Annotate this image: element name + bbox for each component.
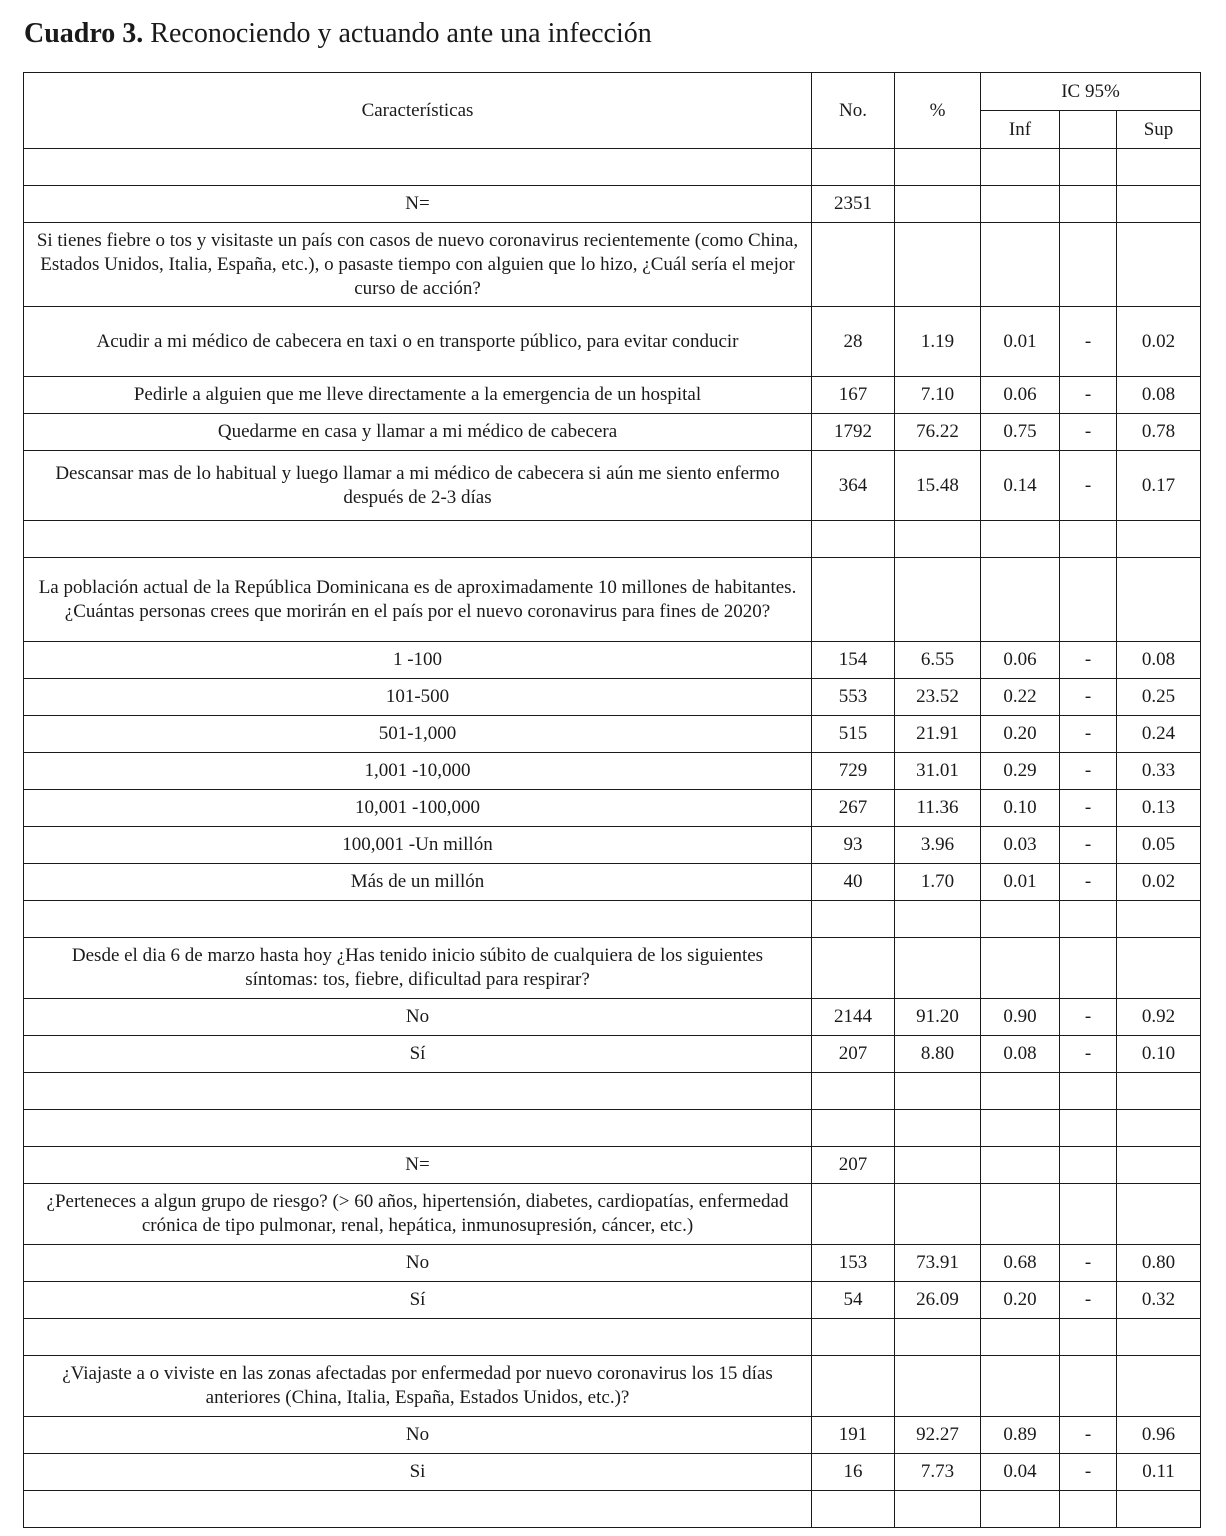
cell-pct: 7.73 — [895, 1454, 981, 1491]
cell-dash — [1060, 1110, 1117, 1147]
cell-dash — [1060, 938, 1117, 999]
cell-dash: - — [1060, 864, 1117, 901]
cell-inf — [981, 521, 1060, 558]
cell-label: No — [24, 1417, 812, 1454]
cell-sup: 0.08 — [1117, 377, 1201, 414]
cell-sup: 0.25 — [1117, 679, 1201, 716]
cell-sup — [1117, 558, 1201, 642]
table-row — [24, 938, 1201, 999]
table-row — [24, 521, 1201, 558]
cell-label: N= — [24, 1147, 812, 1184]
cell-pct: 7.10 — [895, 377, 981, 414]
cell-pct — [895, 186, 981, 223]
cell-no: 54 — [812, 1282, 895, 1319]
cell-pct: 23.52 — [895, 679, 981, 716]
cell-pct: 73.91 — [895, 1245, 981, 1282]
cell-sup: 0.78 — [1117, 414, 1201, 451]
cell-dash — [1060, 521, 1117, 558]
header-inf: Inf — [981, 111, 1060, 149]
cell-no — [812, 149, 895, 186]
cell-inf: 0.29 — [981, 753, 1060, 790]
cell-pct — [895, 521, 981, 558]
cell-label: ¿Viajaste a o viviste en las zonas afectadas por enfermedad por nuevo coronavirus los 15 días anteriores (China, Italia, España, Estados Unidos, etc.)? — [24, 1356, 812, 1417]
cell-dash: - — [1060, 716, 1117, 753]
cell-no — [812, 558, 895, 642]
cell-inf: 0.14 — [981, 451, 1060, 521]
header-no: No. — [812, 73, 895, 149]
cell-sup — [1117, 1110, 1201, 1147]
cell-label: No — [24, 1245, 812, 1282]
cell-inf — [981, 1319, 1060, 1356]
cell-label: ¿Perteneces a algun grupo de riesgo? (> 60 años, hipertensión, diabetes, cardiopatías, enfermedad crónica de tipo pulmonar, renal, hepática, inmunosupresión, cáncer, etc.) — [24, 1184, 812, 1245]
cell-no: 267 — [812, 790, 895, 827]
cell-inf — [981, 1491, 1060, 1528]
cell-sup — [1117, 1356, 1201, 1417]
cell-no — [812, 1184, 895, 1245]
cell-sup — [1117, 1491, 1201, 1528]
cell-dash — [1060, 1319, 1117, 1356]
cell-dash: - — [1060, 999, 1117, 1036]
cell-label: Sí — [24, 1036, 812, 1073]
cell-label: Desde el dia 6 de marzo hasta hoy ¿Has tenido inicio súbito de cualquiera de los siguientes síntomas: tos, fiebre, dificultad para respirar? — [24, 938, 812, 999]
cell-label: 1 -100 — [24, 642, 812, 679]
table-row — [24, 753, 1201, 790]
table-title-number: Cuadro 3. — [24, 18, 144, 49]
cell-dash: - — [1060, 679, 1117, 716]
table-row — [24, 901, 1201, 938]
cell-dash — [1060, 901, 1117, 938]
cell-label: 1,001 -10,000 — [24, 753, 812, 790]
cell-inf: 0.20 — [981, 1282, 1060, 1319]
cell-inf — [981, 558, 1060, 642]
cell-pct: 11.36 — [895, 790, 981, 827]
cell-sup: 0.02 — [1117, 307, 1201, 377]
cell-sup — [1117, 223, 1201, 307]
table-row — [24, 1073, 1201, 1110]
cell-label — [24, 1110, 812, 1147]
cell-pct — [895, 558, 981, 642]
cell-pct — [895, 901, 981, 938]
cell-sup: 0.17 — [1117, 451, 1201, 521]
cell-no: 515 — [812, 716, 895, 753]
cell-label: La población actual de la República Dominicana es de aproximadamente 10 millones de habitantes. ¿Cuántas personas crees que morirán en el país por el nuevo coronavirus para fines de 2020? — [24, 558, 812, 642]
table-row — [24, 827, 1201, 864]
data-table — [23, 72, 1201, 1528]
cell-pct — [895, 1110, 981, 1147]
cell-no — [812, 938, 895, 999]
cell-no: 16 — [812, 1454, 895, 1491]
cell-dash: - — [1060, 1245, 1117, 1282]
cell-inf: 0.75 — [981, 414, 1060, 451]
cell-pct: 91.20 — [895, 999, 981, 1036]
cell-pct: 92.27 — [895, 1417, 981, 1454]
cell-no: 40 — [812, 864, 895, 901]
cell-label: 501-1,000 — [24, 716, 812, 753]
cell-pct: 21.91 — [895, 716, 981, 753]
cell-label: No — [24, 999, 812, 1036]
cell-no: 191 — [812, 1417, 895, 1454]
cell-pct — [895, 149, 981, 186]
table-row — [24, 1110, 1201, 1147]
cell-inf — [981, 186, 1060, 223]
cell-pct: 26.09 — [895, 1282, 981, 1319]
cell-no: 2351 — [812, 186, 895, 223]
cell-dash: - — [1060, 1454, 1117, 1491]
header-caracteristicas: Características — [24, 73, 812, 149]
cell-label — [24, 901, 812, 938]
cell-sup — [1117, 1184, 1201, 1245]
cell-no: 364 — [812, 451, 895, 521]
cell-pct — [895, 1184, 981, 1245]
cell-inf: 0.68 — [981, 1245, 1060, 1282]
cell-dash — [1060, 223, 1117, 307]
cell-pct: 31.01 — [895, 753, 981, 790]
table-row — [24, 1356, 1201, 1417]
table-title — [24, 14, 1204, 54]
table-row — [24, 414, 1201, 451]
cell-sup: 0.13 — [1117, 790, 1201, 827]
cell-sup: 0.10 — [1117, 1036, 1201, 1073]
header-ic: IC 95% — [981, 73, 1201, 111]
table-row — [24, 1491, 1201, 1528]
cell-sup: 0.80 — [1117, 1245, 1201, 1282]
cell-sup: 0.08 — [1117, 642, 1201, 679]
cell-inf: 0.22 — [981, 679, 1060, 716]
cell-pct: 76.22 — [895, 414, 981, 451]
cell-pct — [895, 1319, 981, 1356]
cell-sup — [1117, 1147, 1201, 1184]
cell-sup — [1117, 938, 1201, 999]
cell-sup — [1117, 149, 1201, 186]
table-row — [24, 377, 1201, 414]
table-row — [24, 1184, 1201, 1245]
cell-label: Si — [24, 1454, 812, 1491]
cell-dash: - — [1060, 753, 1117, 790]
table-row — [24, 451, 1201, 521]
cell-pct — [895, 1491, 981, 1528]
cell-sup — [1117, 901, 1201, 938]
cell-dash — [1060, 558, 1117, 642]
cell-inf — [981, 1147, 1060, 1184]
cell-inf — [981, 1184, 1060, 1245]
cell-pct: 15.48 — [895, 451, 981, 521]
cell-sup — [1117, 1073, 1201, 1110]
table-row — [24, 1245, 1201, 1282]
cell-dash: - — [1060, 307, 1117, 377]
cell-inf — [981, 223, 1060, 307]
table-title-text: Reconociendo y actuando ante una infección — [150, 18, 652, 49]
cell-dash — [1060, 1073, 1117, 1110]
cell-label: N= — [24, 186, 812, 223]
cell-no: 729 — [812, 753, 895, 790]
table-row — [24, 1147, 1201, 1184]
table-row — [24, 1319, 1201, 1356]
table-row — [24, 186, 1201, 223]
cell-no: 2144 — [812, 999, 895, 1036]
cell-label: Más de un millón — [24, 864, 812, 901]
cell-inf: 0.10 — [981, 790, 1060, 827]
cell-no: 154 — [812, 642, 895, 679]
header-sup: Sup — [1117, 111, 1201, 149]
cell-no — [812, 901, 895, 938]
cell-dash — [1060, 1491, 1117, 1528]
cell-label: Descansar mas de lo habitual y luego llamar a mi médico de cabecera si aún me siento enfermo después de 2-3 días — [24, 451, 812, 521]
cell-label: Quedarme en casa y llamar a mi médico de cabecera — [24, 414, 812, 451]
table-row — [24, 149, 1201, 186]
cell-pct — [895, 1073, 981, 1110]
cell-inf: 0.04 — [981, 1454, 1060, 1491]
cell-no — [812, 1491, 895, 1528]
header-dash-empty — [1060, 111, 1117, 149]
cell-dash — [1060, 1147, 1117, 1184]
cell-sup: 0.11 — [1117, 1454, 1201, 1491]
cell-label — [24, 521, 812, 558]
cell-inf: 0.20 — [981, 716, 1060, 753]
cell-no: 553 — [812, 679, 895, 716]
cell-sup: 0.24 — [1117, 716, 1201, 753]
cell-inf — [981, 938, 1060, 999]
cell-dash — [1060, 149, 1117, 186]
cell-no: 207 — [812, 1036, 895, 1073]
cell-sup: 0.33 — [1117, 753, 1201, 790]
cell-no — [812, 1356, 895, 1417]
cell-pct — [895, 938, 981, 999]
cell-label — [24, 1073, 812, 1110]
cell-label: Pedirle a alguien que me lleve directamente a la emergencia de un hospital — [24, 377, 812, 414]
cell-dash: - — [1060, 1036, 1117, 1073]
cell-inf — [981, 1356, 1060, 1417]
cell-sup — [1117, 186, 1201, 223]
cell-label — [24, 1491, 812, 1528]
cell-inf: 0.06 — [981, 377, 1060, 414]
table-row — [24, 307, 1201, 377]
cell-pct: 3.96 — [895, 827, 981, 864]
cell-no: 28 — [812, 307, 895, 377]
cell-sup: 0.02 — [1117, 864, 1201, 901]
cell-pct — [895, 1147, 981, 1184]
cell-dash — [1060, 1356, 1117, 1417]
cell-label: 10,001 -100,000 — [24, 790, 812, 827]
cell-label: 101-500 — [24, 679, 812, 716]
cell-label — [24, 149, 812, 186]
table-row — [24, 558, 1201, 642]
cell-pct: 6.55 — [895, 642, 981, 679]
table-row — [24, 223, 1201, 307]
cell-inf: 0.01 — [981, 307, 1060, 377]
cell-inf — [981, 149, 1060, 186]
cell-sup: 0.96 — [1117, 1417, 1201, 1454]
cell-label: Sí — [24, 1282, 812, 1319]
table-row — [24, 642, 1201, 679]
cell-inf — [981, 1110, 1060, 1147]
cell-inf: 0.90 — [981, 999, 1060, 1036]
header-pct: % — [895, 73, 981, 149]
cell-sup: 0.32 — [1117, 1282, 1201, 1319]
cell-no: 93 — [812, 827, 895, 864]
table-row — [24, 1454, 1201, 1491]
cell-dash: - — [1060, 642, 1117, 679]
table-row — [24, 716, 1201, 753]
cell-sup: 0.05 — [1117, 827, 1201, 864]
cell-pct — [895, 1356, 981, 1417]
cell-no — [812, 1319, 895, 1356]
cell-no: 167 — [812, 377, 895, 414]
cell-no — [812, 521, 895, 558]
cell-no — [812, 1073, 895, 1110]
cell-label: Si tienes fiebre o tos y visitaste un país con casos de nuevo coronavirus recientemente (como China, Estados Unidos, Italia, España, etc.), o pasaste tiempo con alguien que lo hizo, ¿Cuál sería el mejor curso de acción? — [24, 223, 812, 307]
cell-no: 153 — [812, 1245, 895, 1282]
table-row — [24, 999, 1201, 1036]
cell-pct — [895, 223, 981, 307]
table-row — [24, 1282, 1201, 1319]
cell-label — [24, 1319, 812, 1356]
table-row — [24, 1417, 1201, 1454]
cell-dash: - — [1060, 827, 1117, 864]
cell-sup — [1117, 1319, 1201, 1356]
cell-inf: 0.01 — [981, 864, 1060, 901]
cell-inf: 0.06 — [981, 642, 1060, 679]
cell-dash: - — [1060, 1282, 1117, 1319]
cell-inf: 0.08 — [981, 1036, 1060, 1073]
cell-no: 207 — [812, 1147, 895, 1184]
cell-sup: 0.92 — [1117, 999, 1201, 1036]
cell-label: Acudir a mi médico de cabecera en taxi o en transporte público, para evitar conducir — [24, 307, 812, 377]
cell-inf: 0.03 — [981, 827, 1060, 864]
cell-inf: 0.89 — [981, 1417, 1060, 1454]
cell-sup — [1117, 521, 1201, 558]
cell-dash: - — [1060, 414, 1117, 451]
cell-label: 100,001 -Un millón — [24, 827, 812, 864]
cell-no — [812, 1110, 895, 1147]
table-row — [24, 790, 1201, 827]
cell-dash: - — [1060, 790, 1117, 827]
cell-dash: - — [1060, 377, 1117, 414]
cell-dash — [1060, 1184, 1117, 1245]
cell-pct: 1.70 — [895, 864, 981, 901]
cell-dash — [1060, 186, 1117, 223]
table-row — [24, 1036, 1201, 1073]
table-row — [24, 864, 1201, 901]
cell-no — [812, 223, 895, 307]
table-row — [24, 679, 1201, 716]
cell-pct: 8.80 — [895, 1036, 981, 1073]
cell-no: 1792 — [812, 414, 895, 451]
cell-inf — [981, 1073, 1060, 1110]
cell-inf — [981, 901, 1060, 938]
header-row — [24, 73, 1201, 111]
cell-dash: - — [1060, 451, 1117, 521]
cell-dash: - — [1060, 1417, 1117, 1454]
cell-pct: 1.19 — [895, 307, 981, 377]
